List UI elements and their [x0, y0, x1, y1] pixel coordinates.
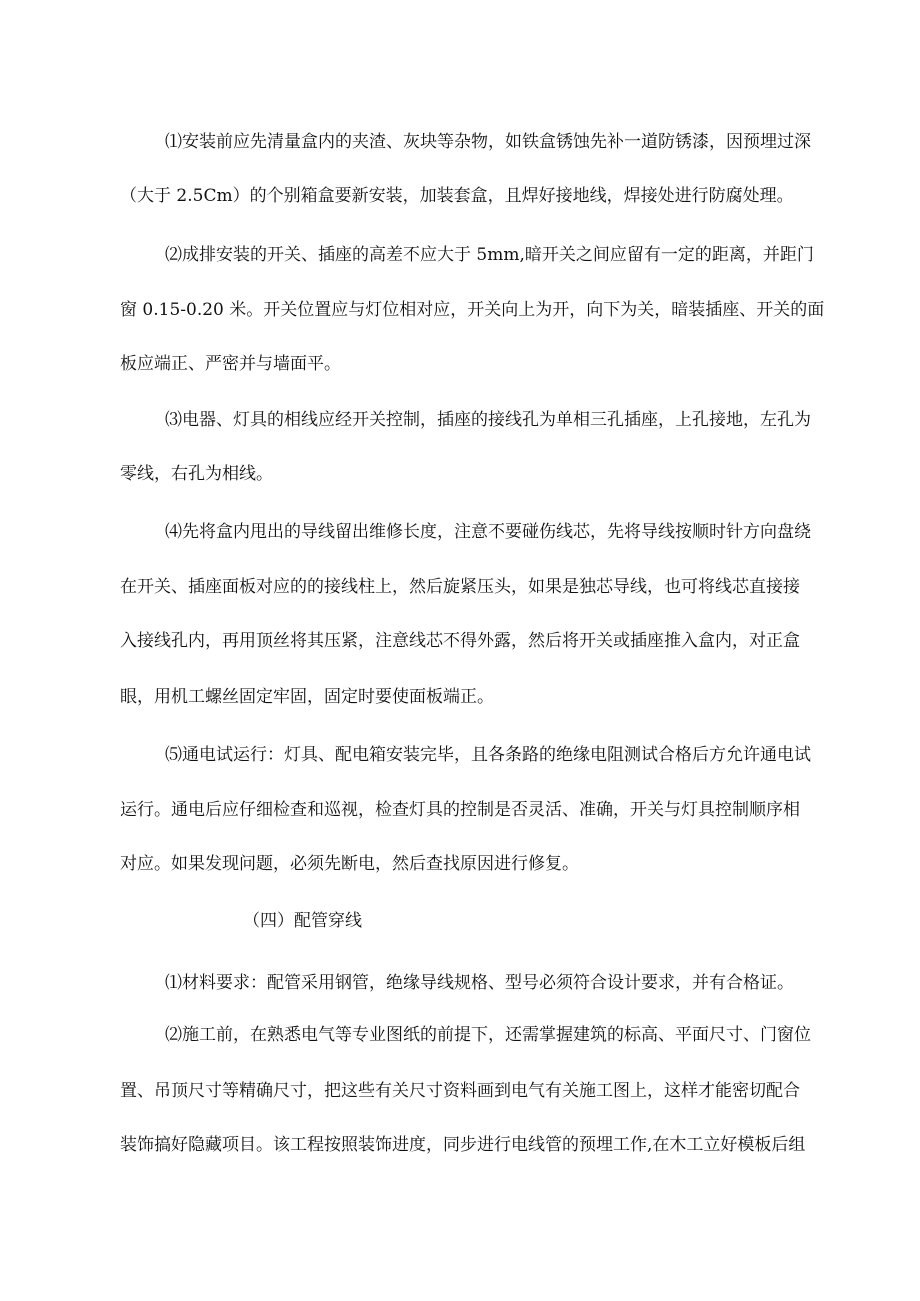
paragraph-2-line-2: 窗 0.15-0.20 米。开关位置应与灯位相对应，开关向上为开，向下为关，暗装插座、开关的面: [120, 300, 825, 320]
paragraph-4-line-4: 眼，用机工螺丝固定牢固，固定时要使面板端正。: [120, 687, 494, 707]
paragraph-3-line-1: ⑶电器、灯具的相线应经开关控制，插座的接线孔为单相三孔插座，上孔接地，左孔为: [165, 410, 811, 430]
paragraph-1-line-2: （大于 2.5Cm）的个别箱盒要新安装，加装套盒，且焊好接地线，焊接处进行防腐处理。: [120, 186, 794, 206]
paragraph-6-line-1: ⑴材料要求：配管采用钢管，绝缘导线规格、型号必须符合设计要求，并有合格证。: [165, 973, 794, 993]
paragraph-4-line-1: ⑷先将盒内甩出的导线留出维修长度，注意不要碰伤线芯，先将导线按顺时针方向盘绕: [165, 522, 811, 542]
paragraph-7-line-1: ⑵施工前，在熟悉电气等专业图纸的前提下，还需掌握建筑的标高、平面尺寸、门窗位: [165, 1025, 811, 1045]
paragraph-5-line-1: ⑸通电试运行：灯具、配电箱安装完毕，且各条路的绝缘电阻测试合格后方允许通电试: [165, 745, 811, 765]
section-heading: （四）配管穿线: [243, 911, 362, 931]
paragraph-2-line-1: ⑵成排安装的开关、插座的高差不应大于 5mm,暗开关之间应留有一定的距离，并距门: [165, 245, 814, 265]
paragraph-7-line-2: 置、吊顶尺寸等精确尺寸，把这些有关尺寸资料画到电气有关施工图上，这样才能密切配合: [120, 1081, 800, 1101]
paragraph-7-line-3: 装饰搞好隐藏项目。该工程按照装饰进度，同步进行电线管的预埋工作,在木工立好模板后组: [120, 1135, 806, 1155]
paragraph-1-line-1: ⑴安装前应先清量盒内的夹渣、灰块等杂物，如铁盒锈蚀先补一道防锈漆，因预埋过深: [165, 132, 811, 152]
paragraph-5-line-3: 对应。如果发现问题，必须先断电，然后查找原因进行修复。: [120, 854, 579, 874]
paragraph-5-line-2: 运行。通电后应仔细检查和巡视，检查灯具的控制是否灵活、准确，开关与灯具控制顺序相: [120, 800, 800, 820]
paragraph-4-line-3: 入接线孔内，再用顶丝将其压紧，注意线芯不得外露，然后将开关或插座推入盒内，对正盒: [120, 631, 800, 651]
paragraph-3-line-2: 零线，右孔为相线。: [120, 464, 273, 484]
paragraph-2-line-3: 板应端正、严密并与墙面平。: [120, 354, 341, 374]
paragraph-4-line-2: 在开关、插座面板对应的的接线柱上，然后旋紧压头，如果是独芯导线，也可将线芯直接接: [120, 577, 800, 597]
